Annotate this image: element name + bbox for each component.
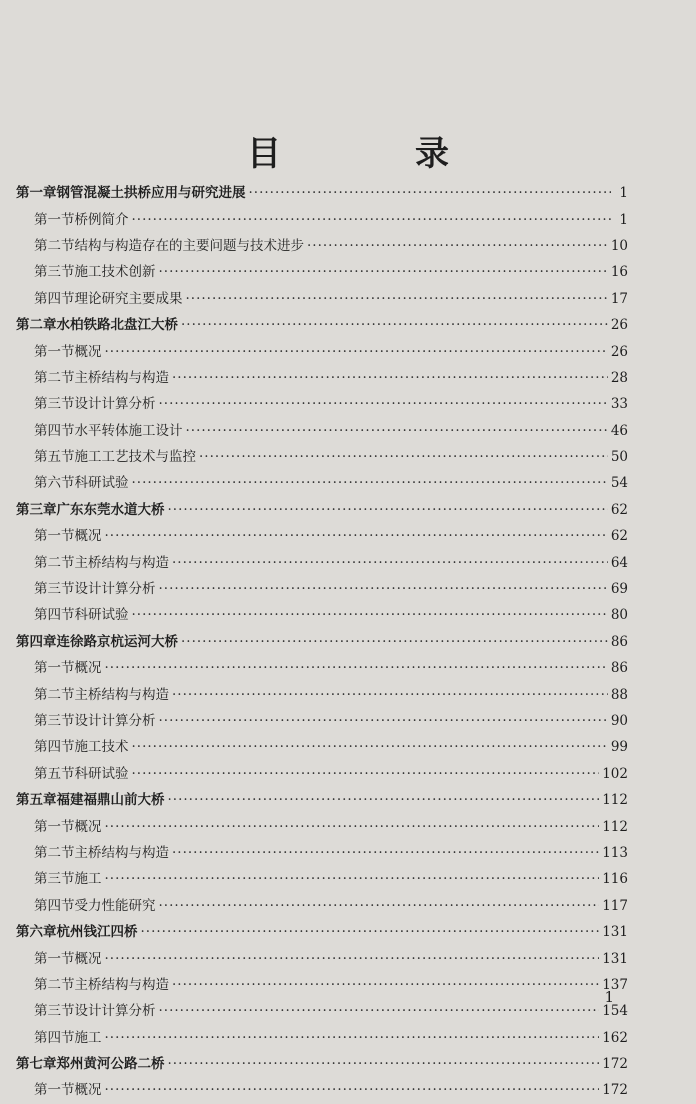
toc-entry-title: 连徐路京杭运河大桥 [56, 633, 178, 650]
toc-entry-page: 116 [602, 871, 628, 888]
toc-entry-title: 钢管混凝土拱桥应用与研究进展 [56, 185, 246, 202]
toc-section-entry [16, 1025, 628, 1051]
toc-chapter-entry [16, 919, 628, 945]
dot-leader [186, 418, 608, 444]
toc-entry-page: 113 [602, 844, 628, 861]
toc-entry-page: 137 [602, 976, 628, 993]
toc-entry-title: 理论研究主要成果 [74, 290, 183, 307]
toc-entry-title: 水平转体施工设计 [74, 422, 183, 439]
toc-entry-number: 第二节 [34, 554, 75, 571]
dot-leader [159, 259, 608, 285]
dot-leader [105, 1025, 600, 1051]
toc-entry-number: 第五节 [34, 449, 75, 466]
toc-section-entry [16, 233, 628, 259]
dot-leader [249, 180, 612, 206]
toc-entry-page: 88 [610, 686, 628, 703]
toc-entry-number: 第二章 [16, 317, 57, 334]
toc-entry-number: 第一节 [34, 211, 75, 228]
toc-chapter-entry [16, 629, 628, 655]
dot-leader [186, 286, 608, 312]
toc-entry-number: 第七章 [16, 1056, 57, 1073]
toc-entry-page: 28 [610, 369, 628, 386]
toc-entry-number: 第四节 [34, 897, 75, 914]
toc-entry-title: 科研试验 [74, 475, 129, 492]
toc-entry-number: 第三节 [34, 871, 75, 888]
dot-leader [172, 682, 608, 708]
toc-chapter-entry [16, 497, 628, 523]
toc-entry-title: 概况 [74, 343, 102, 360]
toc-entry-title: 水柏铁路北盘江大桥 [56, 317, 178, 334]
dot-leader [181, 629, 608, 655]
dot-leader [105, 523, 608, 549]
toc-section-entry [16, 945, 628, 971]
dot-leader [159, 576, 608, 602]
dot-leader [132, 761, 600, 787]
toc-entry-page: 50 [610, 449, 628, 466]
toc-entry-title: 施工技术创新 [74, 264, 156, 281]
toc-entry-page: 1 [619, 211, 628, 228]
toc-section-entry [16, 523, 628, 549]
toc-entry-page: 172 [602, 1082, 628, 1099]
toc-entry-page: 86 [610, 660, 628, 677]
toc-entry-page: 154 [602, 1003, 628, 1020]
toc-entry-number: 第五节 [34, 765, 75, 782]
toc-entry-page: 131 [602, 950, 628, 967]
toc-section-entry [16, 708, 628, 734]
toc-section-entry [16, 893, 628, 919]
dot-leader [105, 339, 608, 365]
toc-entry-title: 设计计算分析 [74, 396, 156, 413]
toc-entry-page: 62 [610, 528, 628, 545]
dot-leader [159, 893, 600, 919]
toc-entry-number: 第一节 [34, 528, 75, 545]
toc-entry-title: 概况 [74, 1082, 102, 1099]
toc-entry-number: 第一节 [34, 818, 75, 835]
toc-entry-title: 施工工艺技术与监控 [74, 449, 196, 466]
dot-leader [172, 365, 608, 391]
toc-section-entry [16, 418, 628, 444]
toc-entry-title: 设计计算分析 [74, 713, 156, 729]
toc-entry-number: 第四章 [16, 633, 57, 650]
toc-entry-page: 172 [602, 1056, 628, 1073]
toc-entry-number: 第三节 [34, 396, 75, 413]
toc-entry-title: 福建福鼎山前大桥 [56, 792, 165, 809]
page-number: 1 [604, 988, 614, 1006]
toc-entry-page: 80 [610, 607, 628, 624]
toc-entry-number: 第三节 [34, 581, 75, 598]
toc-entry-number: 第三节 [34, 1003, 75, 1020]
toc-entry-title: 主桥结构与构造 [74, 844, 169, 861]
toc-entry-title: 设计计算分析 [74, 1003, 156, 1020]
toc-entry-number: 第二节 [34, 369, 75, 386]
dot-leader [141, 919, 600, 945]
toc-entry-title: 郑州黄河公路二桥 [56, 1056, 165, 1073]
toc-chapter-entry [16, 1051, 628, 1077]
toc-entry-page: 99 [610, 739, 628, 756]
toc-section-entry [16, 998, 628, 1024]
toc-entry-number: 第六章 [16, 924, 57, 941]
dot-leader [132, 734, 608, 760]
toc-section-entry [16, 1077, 628, 1103]
toc-section-entry [16, 972, 628, 998]
toc-chapter-entry [16, 180, 628, 206]
toc-entry-title: 施工 [74, 871, 102, 888]
toc-entry-number: 第四节 [34, 607, 75, 624]
dot-leader [172, 550, 608, 576]
dot-leader [159, 391, 608, 417]
toc-section-entry [16, 470, 628, 496]
dot-leader [105, 814, 600, 840]
toc-entry-title: 科研试验 [74, 765, 129, 782]
dot-leader [132, 207, 612, 233]
toc-entry-page: 102 [602, 765, 628, 782]
toc-section-entry [16, 206, 628, 232]
toc-chapter-entry [16, 787, 628, 813]
toc-entry-number: 第一节 [34, 950, 75, 967]
toc-entry-title: 概况 [74, 950, 102, 967]
toc-section-entry [16, 602, 628, 628]
toc-section-entry [16, 259, 628, 285]
toc-entry-page: 17 [610, 290, 628, 307]
toc-entry-page: 26 [610, 317, 628, 334]
toc-entry-page: 62 [610, 501, 628, 518]
toc-entry-title: 杭州钱江四桥 [56, 924, 138, 941]
dot-leader [172, 972, 599, 998]
toc-section-entry [16, 338, 628, 364]
toc-section-entry [16, 444, 628, 470]
toc-entry-title: 主桥结构与构造 [74, 369, 169, 386]
dot-leader [199, 444, 608, 470]
toc-entry-page: 112 [602, 792, 628, 809]
toc-entry-number: 第一节 [34, 343, 75, 360]
toc-entry-title: 概况 [74, 818, 102, 835]
toc-entry-page: 26 [610, 343, 628, 360]
toc-entry-number: 第五章 [16, 792, 57, 809]
toc-section-entry [16, 761, 628, 787]
dot-leader [172, 840, 599, 866]
toc-entry-page: 112 [602, 818, 628, 835]
toc-section-entry [16, 840, 628, 866]
toc-entry-number: 第二节 [34, 686, 75, 703]
dot-leader [105, 946, 600, 972]
toc-entry-title: 科研试验 [74, 607, 129, 624]
toc-entry-page: 131 [602, 924, 628, 941]
toc-section-entry [16, 655, 628, 681]
dot-leader [168, 787, 600, 813]
dot-leader [159, 708, 608, 734]
toc-entry-title: 施工 [74, 1029, 102, 1046]
toc-entry-title: 施工技术 [74, 739, 129, 756]
toc-entry-page: 90 [610, 713, 628, 729]
toc-entry-number: 第三章 [16, 501, 57, 518]
toc-entry-title: 主桥结构与构造 [74, 554, 169, 571]
toc-entry-page: 16 [610, 264, 628, 281]
toc-chapter-entry [16, 312, 628, 338]
toc-entry-title: 设计计算分析 [74, 581, 156, 598]
dot-leader [181, 312, 608, 338]
toc-entry-title: 概况 [74, 660, 102, 677]
toc-entry-page: 10 [610, 237, 628, 254]
toc-section-entry [16, 576, 628, 602]
toc-entry-number: 第四节 [34, 290, 75, 307]
toc-entry-page: 54 [610, 475, 628, 492]
toc-entry-number: 第一节 [34, 1082, 75, 1099]
toc-entry-title: 概况 [74, 528, 102, 545]
toc-section-entry [16, 549, 628, 575]
dot-leader [132, 470, 608, 496]
toc-entry-number: 第二节 [34, 844, 75, 861]
toc-entry-number: 第三节 [34, 713, 75, 729]
toc-entry-number: 第一章 [16, 185, 57, 202]
toc-section-entry [16, 813, 628, 839]
dot-leader [105, 1077, 600, 1103]
toc-entry-page: 33 [610, 396, 628, 413]
toc-entry-title: 广东东莞水道大桥 [56, 501, 165, 518]
toc-entry-page: 117 [602, 897, 628, 914]
toc-entry-number: 第一节 [34, 660, 75, 677]
toc-entry-number: 第四节 [34, 739, 75, 756]
toc-entry-number: 第六节 [34, 475, 75, 492]
toc-entry-title: 受力性能研究 [74, 897, 156, 914]
toc-section-entry [16, 681, 628, 707]
dot-leader [307, 233, 608, 259]
dot-leader [159, 998, 600, 1024]
toc-entry-page: 162 [602, 1029, 628, 1046]
toc-section-entry [16, 286, 628, 312]
toc-section-entry [16, 866, 628, 892]
toc-entry-page: 64 [610, 554, 628, 571]
toc-entry-title: 结构与构造存在的主要问题与技术进步 [74, 237, 304, 254]
table-of-contents [16, 180, 628, 1104]
toc-entry-number: 第三节 [34, 264, 75, 281]
toc-section-entry [16, 734, 628, 760]
toc-entry-number: 第四节 [34, 1029, 75, 1046]
toc-section-entry [16, 365, 628, 391]
toc-entry-title: 主桥结构与构造 [74, 686, 169, 703]
toc-entry-page: 46 [610, 422, 628, 439]
toc-entry-title: 主桥结构与构造 [74, 976, 169, 993]
toc-entry-number: 第二节 [34, 976, 75, 993]
toc-section-entry [16, 391, 628, 417]
page-title: 目 录 [247, 134, 499, 174]
toc-entry-number: 第四节 [34, 422, 75, 439]
toc-entry-page: 1 [619, 185, 628, 202]
toc-entry-number: 第二节 [34, 237, 75, 254]
toc-entry-title: 桥例简介 [74, 211, 129, 228]
dot-leader [105, 866, 600, 892]
toc-entry-page: 69 [610, 581, 628, 598]
toc-entry-page: 86 [610, 633, 628, 650]
dot-leader [168, 1051, 600, 1077]
dot-leader [132, 602, 608, 628]
dot-leader [105, 655, 608, 681]
dot-leader [168, 497, 608, 523]
